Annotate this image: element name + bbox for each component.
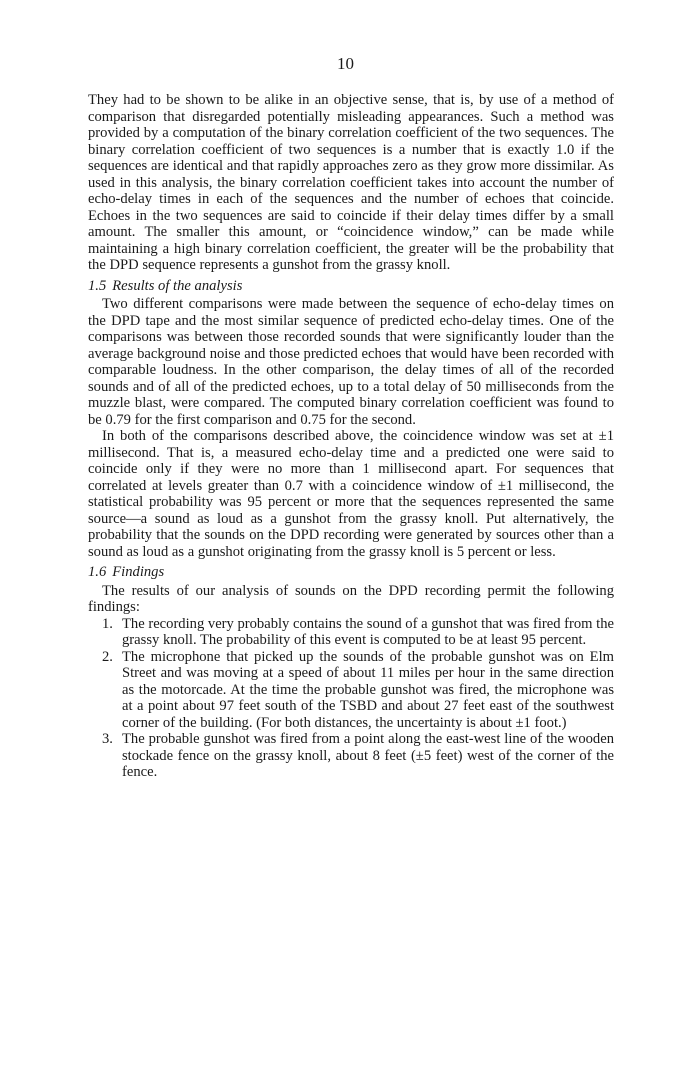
- finding-number: 2.: [102, 648, 113, 665]
- finding-text: The recording very probably contains the sound of a gunshot that was fired from the grassy knoll. The probability of this event is computed to be at least 95 percent.: [122, 615, 614, 648]
- page-number: 10: [337, 54, 354, 73]
- results-paragraph-2: In both of the comparisons described above, the coincidence window was set at ±1 millisecond. That is, a measured echo-delay time and a predicted one were said to coincide only if they were no more than 1 millisecond apart. For sequences that correlated at levels greater than 0.7 with a coincidence window of ±1 millisecond, the statistical probability was 95 percent or more that the sequences represented the same source—a sound as loud as a gunshot from the grassy knoll. Put alternatively, the probability that the sounds on the DPD recording were generated by sources other than a sound as loud as a gunshot originating from the grassy knoll is 5 percent or less.: [88, 428, 614, 560]
- section-number: 1.5: [88, 277, 107, 294]
- section-heading-1-5: [88, 278, 614, 295]
- finding-number: 1.: [102, 615, 113, 632]
- finding-item: [88, 731, 614, 781]
- results-paragraph-1: Two different comparisons were made between the sequence of echo-delay times on the DPD tape and the most similar sequence of predicted echo-delay times. One of the comparisons was between those recorded sounds that were significantly louder than the average background noise and those predicted echoes that would have been recorded with comparable loudness. In the other comparison, the delay times of all of the recorded sounds and of all of the predicted echoes, up to a total delay of 50 milliseconds from the muzzle blast, were compared. The computed binary correlation coefficient was found to be 0.79 for the first comparison and 0.75 for the second.: [88, 296, 614, 428]
- intro-paragraph: They had to be shown to be alike in an objective sense, that is, by use of a method of comparison that disregarded potentially misleading appearances. Such a method was provided by a computation of the binary correlation coefficient of the two sequences. The binary correlation coefficient of two sequences is a number that is exactly 1.0 if the sequences are identical and that rapidly approaches zero as they grow more dissimilar. As used in this analysis, the binary correlation coefficient takes into account the number of echo-delay times in each of the sequences and the number of echoes that coincide. Echoes in the two sequences are said to coincide if their delay times differ by a small amount. The smaller this amount, or “coincidence window,” can be made while maintaining a high binary correlation coefficient, the greater will be the probability that the DPD sequence represents a gunshot from the grassy knoll.: [88, 92, 614, 273]
- finding-text: The probable gunshot was fired from a point along the east-west line of the wooden stockade fence on the grassy knoll, about 8 feet (±5 feet) west of the corner of the fence.: [122, 731, 614, 780]
- section-title: Results of the analysis: [112, 277, 243, 294]
- finding-number: 3.: [102, 731, 113, 747]
- finding-text: The microphone that picked up the sounds of the probable gunshot was on Elm Street and was moving at a speed of about 11 miles per hour in the same direction as the motorcade. At the time the probable gunshot was fired, the microphone was at a point about 97 feet south of the TSBD and about 27 feet east of the southwest corner of the building. (For both distances, the uncertainty is about ±1 foot.): [122, 648, 614, 731]
- page-body: [88, 92, 614, 781]
- findings-lead-paragraph: The results of our analysis of sounds on the DPD recording permit the following findings:: [88, 582, 614, 615]
- section-heading-1-6: [88, 564, 614, 581]
- section-title: Findings: [112, 564, 165, 580]
- findings-list: [88, 616, 614, 781]
- finding-item: [88, 616, 614, 649]
- finding-item: [88, 649, 614, 732]
- section-number: 1.6: [88, 564, 107, 580]
